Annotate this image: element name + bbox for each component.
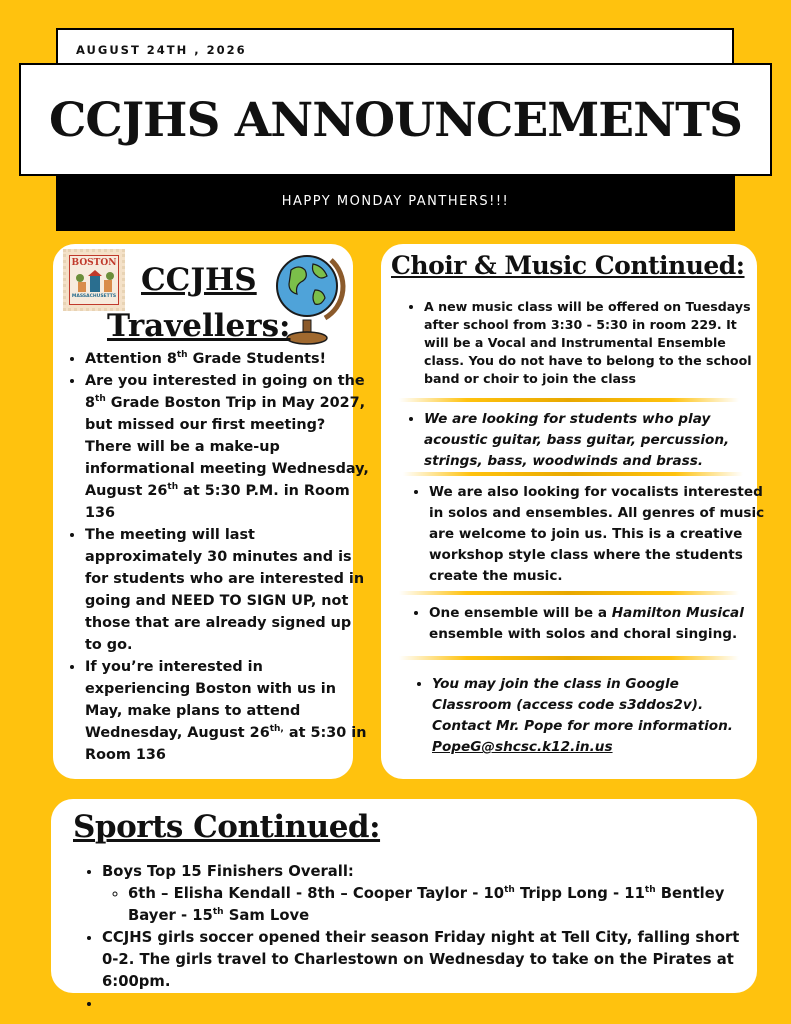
list-item: • If you’re interested in experiencing Boston with us in May, make plans to attend Wednesday, August $26^{th,}$ at 5:30 in Room 136: [85, 656, 371, 766]
sports-list: [80, 861, 742, 1015]
choir-list-1: [406, 298, 754, 388]
list-item: • We are looking for students who play acoustic guitar, bass guitar, percussion, strings, bass, woodwinds and brass.: [424, 409, 754, 472]
list-item: • Attention 8th Grade Students!: [85, 348, 371, 370]
travellers-heading-line1: CCJHS: [141, 262, 257, 298]
list-item: • One ensemble will be a Hamilton Musical ensemble with solos and choral singing.: [429, 603, 769, 645]
choir-list-2: [406, 409, 754, 472]
email-link[interactable]: PopeG@shcsc.k12.in.us: [432, 739, 613, 755]
list-item: • A new music class will be offered on Tuesdays after school from 3:30 - 5:30 in room 229. It will be a Vocal and Instrumental Ensemble class. You do not have to belong to the school band or choir to join the class: [424, 298, 754, 388]
title-box: [19, 63, 772, 176]
sports-panel: [51, 799, 757, 993]
subtitle: HAPPY MONDAY PANTHERS!!!: [281, 194, 510, 209]
choir-list-5: [414, 674, 752, 758]
list-item: • CCJHS girls soccer opened their season Friday night at Tell City, falling short 0-2. The girls travel to Charlestown on Wednesday to take on the Pirates at 6:00pm.: [102, 927, 742, 993]
sports-heading: Sports Continued:: [73, 809, 381, 845]
finishers-list: [102, 883, 742, 927]
divider: [399, 398, 739, 402]
divider: [403, 472, 743, 476]
travellers-heading-line2: Travellers:: [107, 308, 291, 344]
list-item: • Boys Top 15 Finishers Overall: ◦ 6th – Elisha Kendall - 8th – Cooper Taylor - 10th Tripp Long - 11th Bentley Bayer - 15th Sam Love: [102, 861, 742, 927]
list-item: • You may join the class in Google Classroom (access code s3ddos2v). Contact Mr. Pope for more information. PopeG@shcsc.k12.in.us: [432, 674, 752, 758]
list-item: [102, 993, 742, 1015]
stamp-text-bottom: MASSACHUSETTS: [71, 294, 117, 299]
stamp-text-top: BOSTON: [71, 258, 117, 268]
subtitle-bar: [56, 176, 735, 231]
list-item: ◦ 6th – Elisha Kendall - 8th – Cooper Taylor - 10th Tripp Long - 11th Bentley Bayer - 15th Sam Love: [128, 883, 742, 927]
travellers-list: [65, 348, 371, 766]
page-title: CCJHS ANNOUNCEMENTS: [49, 93, 742, 148]
divider: [399, 591, 739, 595]
divider: [399, 656, 739, 660]
travellers-panel: [53, 244, 369, 779]
list-item: • The meeting will last approximately 30 minutes and is for students who are interested in going and NEED TO SIGN UP, not those that are already signed up to go.: [85, 524, 371, 656]
issue-date: AUGUST 24TH , 2026: [76, 43, 247, 57]
choir-list-3: [411, 482, 779, 587]
list-item: • Are you interested in going on the 8th Grade Boston Trip in May 2027, but missed our first meeting? There will be a make-up informational meeting Wednesday, August 26th at 5:30 P.M. in Room 136: [85, 370, 371, 524]
choir-panel: [381, 244, 765, 779]
choir-list-4: [411, 603, 769, 645]
boston-stamp-icon: [63, 249, 125, 311]
list-item: • We are also looking for vocalists interested in solos and ensembles. All genres of music are welcome to join us. This is a creative workshop style class where the students create the music.: [429, 482, 779, 587]
choir-heading: Choir & Music Continued:: [391, 251, 745, 280]
